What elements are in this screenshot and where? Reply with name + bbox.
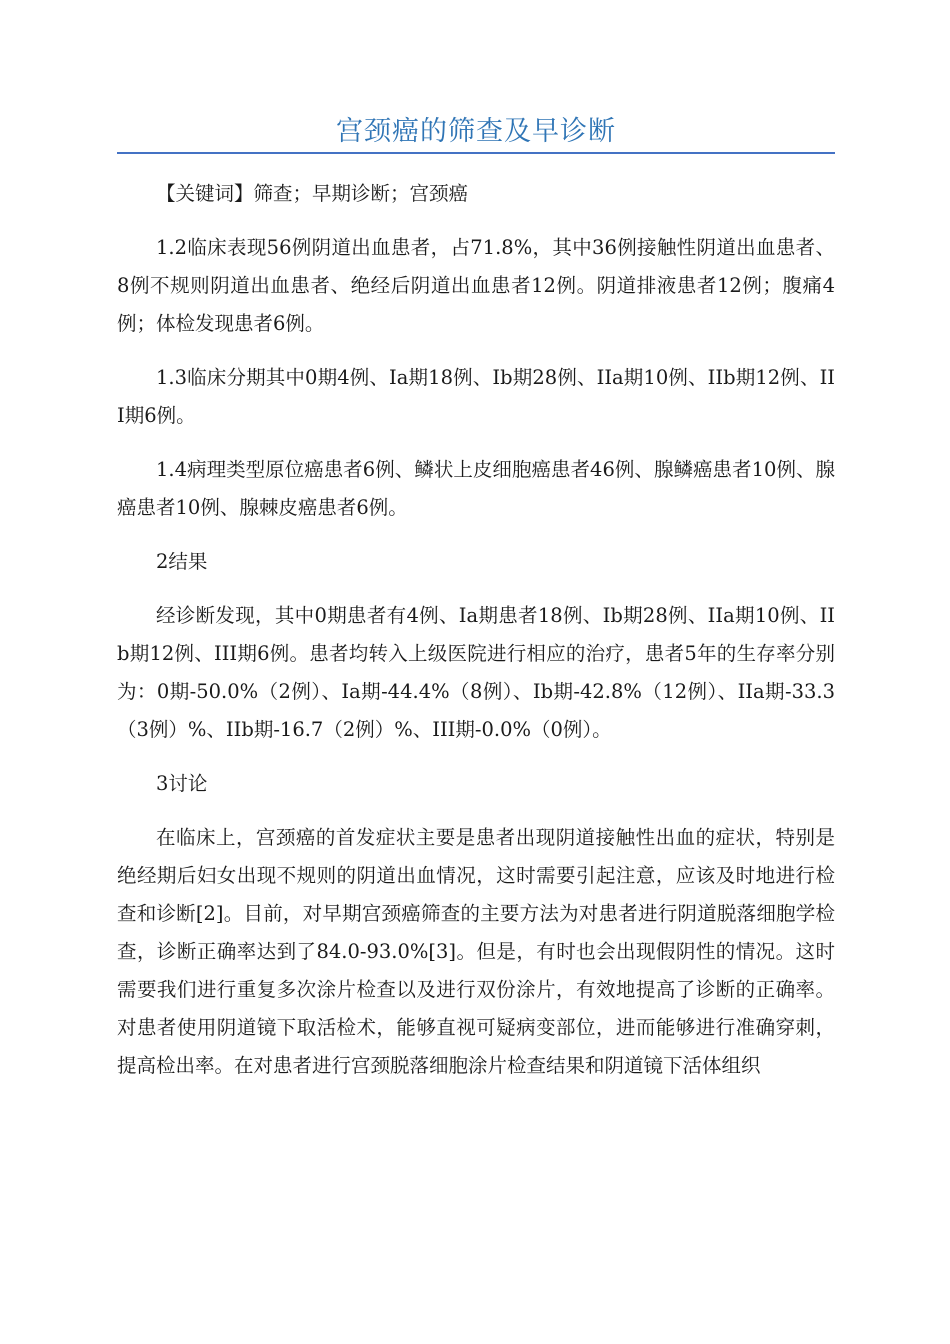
section-heading-results: 2结果 <box>156 550 208 573</box>
paragraph-results: 经诊断发现，其中0期患者有4例、Ia期患者18例、Ib期28例、IIa期10例、IIb期12例、III期6例。患者均转入上级医院进行相应的治疗，患者5年的生存率分别为：0期-50.0%（2例）、Ia期-44.4%（8例）、Ib期-42.8%（12例）、IIa期-33.3（3例）%、IIb期-16.7（2例）%、III期-0.0%（0例）。 <box>117 604 835 741</box>
section-heading-discussion: 3讨论 <box>156 772 208 795</box>
keywords-paragraph: 【关键词】筛查；早期诊断；宫颈癌 <box>156 182 469 205</box>
paragraph-discussion: 在临床上，宫颈癌的首发症状主要是患者出现阴道接触性出血的症状，特别是绝经期后妇女出现不规则的阴道出血情况，这时需要引起注意，应该及时地进行检查和诊断[2]。目前，对早期宫颈癌筛查的主要方法为对患者进行阴道脱落细胞学检查，诊断正确率达到了84.0-93.0%[3]。但是，有时也会出现假阴性的情况。这时需要我们进行重复多次涂片检查以及进行双份涂片，有效地提高了诊断的正确率。对患者使用阴道镜下取活检术，能够直视可疑病变部位，进而能够进行准确穿刺，提高检出率。在对患者进行宫颈脱落细胞涂片检查结果和阴道镜下活体组织 <box>117 826 835 1077</box>
paragraph-clinical-staging: 1.3临床分期其中0期4例、Ia期18例、Ib期28例、IIa期10例、IIb期12例、III期6例。 <box>117 366 835 427</box>
paragraph-pathology-type: 1.4病理类型原位癌患者6例、鳞状上皮细胞癌患者46例、腺鳞癌患者10例、腺癌患者10例、腺棘皮癌患者6例。 <box>117 458 835 519</box>
document-page <box>117 0 835 1344</box>
page-title: 宫颈癌的筛查及早诊断 <box>336 116 616 147</box>
paragraph-clinical-presentation: 1.2临床表现56例阴道出血患者，占71.8%，其中36例接触性阴道出血患者、8例不规则阴道出血患者、绝经后阴道出血患者12例。阴道排液患者12例；腹痛4例；体检发现患者6例。 <box>117 236 835 335</box>
document-body <box>117 175 835 1101</box>
title-divider <box>117 152 835 154</box>
